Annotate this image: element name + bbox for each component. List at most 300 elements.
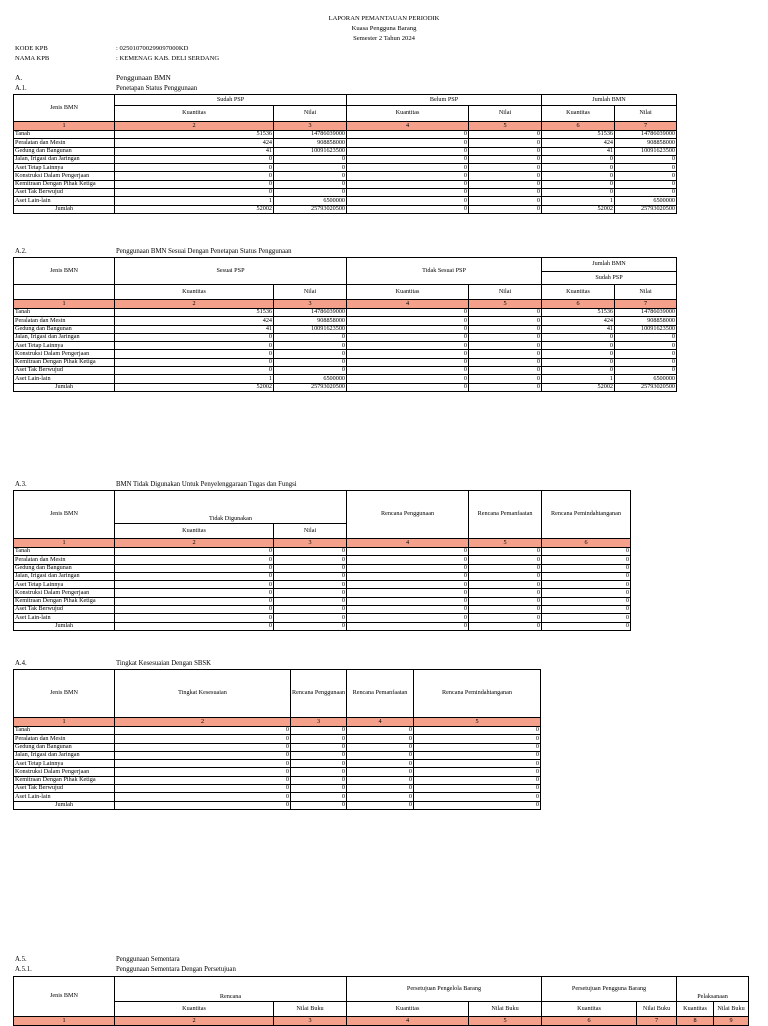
value-cell: 0 [274,333,347,341]
value-cell: 0 [347,350,469,358]
value-cell: 0 [274,589,347,597]
value-cell: 52002 [542,205,615,213]
value-cell: 0 [274,155,347,163]
value-cell: 0 [274,350,347,358]
table-row [14,735,541,743]
value-cell: 0 [291,776,347,784]
value-cell: 0 [542,614,631,622]
value-cell: 10091623500 [274,325,347,333]
col-header-rencana-penggunaan: Rencana Penggunaan [291,670,347,718]
table-row [14,564,631,572]
jenis-bmn-cell: Aset Tak Berwujud [14,606,115,614]
value-cell: 0 [347,564,469,572]
value-cell: 424 [542,317,615,325]
value-cell: 0 [469,614,542,622]
value-cell: 14786039000 [615,309,677,317]
column-number: 3 [291,718,347,727]
column-number-row [14,122,677,131]
table-row [14,614,631,622]
col-header-nilai-buku: Nilai Buku [274,1001,347,1016]
value-cell: 0 [347,597,469,605]
nama-kpb-label: NAMA KPB [15,55,50,62]
value-cell: 0 [542,589,631,597]
table-row [14,131,677,139]
col-header-group: Persetujuan Pengguna Barang [542,977,677,1002]
total-label: Jumlah [14,383,115,391]
jenis-bmn-cell: Aset Lain-lain [14,793,115,801]
a5-title: Penggunaan Sementara [116,956,180,963]
col-header-subgroup: Sudah PSP [542,271,677,285]
col-header-jenis: Jenis BMN [14,670,115,718]
value-cell: 0 [115,743,291,751]
value-cell: 0 [274,556,347,564]
value-cell: 0 [469,333,542,341]
table-row [14,581,631,589]
jenis-bmn-cell: Jalan, Irigasi dan Jaringan [14,155,115,163]
col-header-nilai: Nilai [274,106,347,122]
col-header-rencana-pemanfaatan: Rencana Pemanfaatan [347,670,414,718]
column-number: 7 [615,300,677,309]
value-cell: 424 [542,139,615,147]
total-row [14,622,631,630]
column-number-row [14,300,677,309]
value-cell: 0 [542,342,615,350]
value-cell: 52002 [542,383,615,391]
value-cell: 25793020500 [274,383,347,391]
value-cell: 41 [542,147,615,155]
value-cell: 25793020500 [615,383,677,391]
value-cell: 0 [115,164,274,172]
table-row [14,325,677,333]
value-cell: 0 [414,735,541,743]
jenis-bmn-cell: Gedung dan Bangunan [14,147,115,155]
value-cell: 908858000 [615,139,677,147]
value-cell: 0 [615,333,677,341]
value-cell: 6500000 [274,197,347,205]
column-number: 2 [115,1017,274,1026]
kode-kpb-value: : 025010700299097000KD [116,45,189,52]
value-cell: 10091623500 [274,147,347,155]
value-cell: 0 [469,556,542,564]
value-cell: 0 [347,793,414,801]
value-cell: 0 [347,589,469,597]
value-cell: 0 [469,383,542,391]
jenis-bmn-cell: Tanah [14,548,115,556]
value-cell: 0 [115,342,274,350]
value-cell: 0 [469,597,542,605]
a3-table [13,490,631,631]
col-header-blank [14,285,115,300]
column-number: 4 [347,539,469,548]
column-number: 8 [677,1017,714,1026]
table-row [14,333,677,341]
jenis-bmn-cell: Aset Tak Berwujud [14,785,115,793]
value-cell: 10091623500 [615,325,677,333]
value-cell: 41 [115,325,274,333]
jenis-bmn-cell: Gedung dan Bangunan [14,564,115,572]
total-row [14,205,677,213]
col-header-group: Sesuai PSP [115,258,347,285]
column-number: 2 [115,122,274,131]
column-number: 4 [347,122,469,131]
value-cell: 0 [347,342,469,350]
value-cell: 0 [291,751,347,759]
table-row [14,785,541,793]
value-cell: 0 [414,743,541,751]
table-row [14,342,677,350]
value-cell: 0 [347,358,469,366]
table-row [14,597,631,605]
value-cell: 0 [291,727,347,735]
value-cell: 0 [115,572,274,580]
value-cell: 0 [469,155,542,163]
value-cell: 0 [347,801,414,809]
report-period: Semester 2 Tahun 2024 [353,35,415,42]
column-number: 4 [347,300,469,309]
value-cell: 424 [115,139,274,147]
value-cell: 0 [347,622,469,630]
value-cell: 0 [115,189,274,197]
jenis-bmn-cell: Aset Tetap Lainnya [14,581,115,589]
value-cell: 0 [115,735,291,743]
col-header-rencana-pemanfaatan: Rencana Pemanfaatan [469,491,542,539]
value-cell: 0 [615,180,677,188]
col-header-nilai-buku: Nilai Buku [637,1001,677,1016]
column-number: 1 [14,718,115,727]
value-cell: 0 [291,801,347,809]
value-cell: 0 [469,358,542,366]
value-cell: 14786039000 [274,131,347,139]
value-cell: 0 [542,155,615,163]
value-cell: 0 [347,776,414,784]
value-cell: 0 [115,556,274,564]
col-header-kuantitas: Kuantitas [677,1001,714,1016]
value-cell: 0 [469,139,542,147]
col-header-group: Tidak Digunakan [115,491,347,524]
value-cell: 0 [469,342,542,350]
value-cell: 1 [115,375,274,383]
value-cell: 0 [469,172,542,180]
value-cell: 0 [542,622,631,630]
column-number: 7 [637,1017,677,1026]
value-cell: 0 [115,727,291,735]
report-title: LAPORAN PEMANTAUAN PERIODIK [328,15,440,22]
value-cell: 0 [615,342,677,350]
col-header-nilai: Nilai [469,106,542,122]
value-cell: 0 [347,743,414,751]
column-number: 1 [14,300,115,309]
value-cell: 0 [347,155,469,163]
column-number: 2 [115,539,274,548]
a4-table [13,669,541,810]
column-number: 2 [115,300,274,309]
value-cell: 0 [291,785,347,793]
value-cell: 0 [115,548,274,556]
value-cell: 0 [469,325,542,333]
col-header-jenis: Jenis BMN [14,258,115,285]
jenis-bmn-cell: Konstruksi Dalam Pengerjaan [14,768,115,776]
value-cell: 51536 [115,131,274,139]
value-cell: 0 [542,358,615,366]
column-number: 1 [14,122,115,131]
column-number: 4 [347,1017,469,1026]
value-cell: 0 [115,768,291,776]
jenis-bmn-cell: Aset Tak Berwujud [14,367,115,375]
jenis-bmn-cell: Aset Lain-lain [14,375,115,383]
value-cell: 0 [347,317,469,325]
value-cell: 0 [615,350,677,358]
value-cell: 6500000 [274,375,347,383]
value-cell: 0 [347,548,469,556]
col-header-group: Rencana [115,977,347,1002]
a1-table [13,94,677,214]
value-cell: 0 [542,350,615,358]
value-cell: 1 [542,197,615,205]
table-row [14,727,541,735]
value-cell: 0 [347,581,469,589]
a1-code: A.1. [15,85,27,92]
nama-kpb-value: : KEMENAG KAB. DELI SERDANG [116,55,220,62]
value-cell: 0 [115,367,274,375]
column-number-row [14,718,541,727]
column-number: 3 [274,300,347,309]
a5-table [13,976,749,1026]
value-cell: 6500000 [615,197,677,205]
value-cell: 0 [274,189,347,197]
value-cell: 0 [291,768,347,776]
section-a-code: A. [15,73,23,82]
col-header-kuantitas: Kuantitas [347,106,469,122]
column-number: 5 [469,539,542,548]
column-number: 1 [14,1017,115,1026]
table-row [14,197,677,205]
col-header-group: Jumlah BMN [542,95,677,106]
value-cell: 0 [347,147,469,155]
report-subtitle: Kuasa Pengguna Barang [351,25,417,32]
value-cell: 0 [469,147,542,155]
value-cell: 0 [414,751,541,759]
table-row [14,164,677,172]
a51-title: Penggunaan Sementara Dengan Persetujuan [116,966,236,973]
value-cell: 0 [274,172,347,180]
value-cell: 0 [115,350,274,358]
jenis-bmn-cell: Gedung dan Bangunan [14,325,115,333]
value-cell: 0 [115,155,274,163]
value-cell: 0 [347,383,469,391]
value-cell: 0 [347,180,469,188]
jenis-bmn-cell: Peralatan dan Mesin [14,139,115,147]
value-cell: 0 [347,197,469,205]
value-cell: 25793020500 [615,205,677,213]
value-cell: 0 [347,325,469,333]
jenis-bmn-cell: Tanah [14,131,115,139]
value-cell: 0 [414,776,541,784]
table-row [14,751,541,759]
value-cell: 0 [347,727,414,735]
col-header-kuantitas: Kuantitas [115,523,274,538]
col-header-rencana-pemindahtanganan: Rencana Pemindahtanganan [414,670,541,718]
value-cell: 0 [291,760,347,768]
value-cell: 0 [347,785,414,793]
jenis-bmn-cell: Gedung dan Bangunan [14,743,115,751]
value-cell: 0 [347,606,469,614]
table-row [14,155,677,163]
value-cell: 0 [115,564,274,572]
value-cell: 0 [274,622,347,630]
value-cell: 0 [347,751,414,759]
column-number: 6 [542,1017,637,1026]
col-header-rencana-pemindahtanganan: Rencana Pemindahtanganan [542,491,631,539]
col-header-group: Belum PSP [347,95,542,106]
value-cell: 0 [542,367,615,375]
a3-code: A.3. [15,481,27,488]
value-cell: 0 [414,727,541,735]
value-cell: 0 [274,367,347,375]
section-a-title: Penggunaan BMN [116,73,171,82]
value-cell: 0 [115,614,274,622]
value-cell: 0 [115,581,274,589]
table-row [14,367,677,375]
value-cell: 0 [274,564,347,572]
value-cell: 0 [469,622,542,630]
value-cell: 908858000 [274,317,347,325]
value-cell: 0 [542,581,631,589]
column-number: 3 [274,539,347,548]
value-cell: 0 [347,760,414,768]
value-cell: 0 [347,131,469,139]
value-cell: 0 [347,309,469,317]
a51-code: A.5.1. [15,966,32,973]
column-number: 4 [347,718,414,727]
jenis-bmn-cell: Kemitraan Dengan Pihak Ketiga [14,180,115,188]
value-cell: 0 [542,548,631,556]
a2-code: A.2. [15,248,27,255]
value-cell: 0 [115,793,291,801]
value-cell: 0 [115,785,291,793]
table-row [14,572,631,580]
jenis-bmn-cell: Peralatan dan Mesin [14,317,115,325]
col-header-kuantitas: Kuantitas [347,285,469,300]
value-cell: 0 [274,606,347,614]
value-cell: 0 [347,768,414,776]
value-cell: 0 [347,556,469,564]
col-header-kuantitas: Kuantitas [347,1001,469,1016]
column-number: 9 [714,1017,749,1026]
column-number: 1 [14,539,115,548]
a2-title: Penggunaan BMN Sesuai Dengan Penetapan Status Penggunaan [116,248,292,255]
table-row [14,743,541,751]
col-header-group: Pelaksanaan [677,977,749,1002]
col-header-kuantitas: Kuantitas [542,1001,637,1016]
jenis-bmn-cell: Aset Tetap Lainnya [14,342,115,350]
value-cell: 41 [542,325,615,333]
col-header-tingkat-kesesuaian: Tingkat Kesesuaian [115,670,291,718]
total-label: Jumlah [14,205,115,213]
value-cell: 0 [542,172,615,180]
column-number: 5 [469,1017,542,1026]
jenis-bmn-cell: Aset Lain-lain [14,197,115,205]
jenis-bmn-cell: Tanah [14,727,115,735]
jenis-bmn-cell: Kemitraan Dengan Pihak Ketiga [14,776,115,784]
value-cell: 0 [347,333,469,341]
jenis-bmn-cell: Konstruksi Dalam Pengerjaan [14,350,115,358]
jenis-bmn-cell: Aset Tetap Lainnya [14,164,115,172]
table-row [14,760,541,768]
value-cell: 0 [347,367,469,375]
value-cell: 0 [274,614,347,622]
table-row [14,375,677,383]
value-cell: 0 [274,548,347,556]
value-cell: 0 [469,581,542,589]
value-cell: 0 [414,768,541,776]
value-cell: 0 [115,589,274,597]
value-cell: 0 [347,375,469,383]
col-header-nilai: Nilai [274,285,347,300]
value-cell: 52002 [115,383,274,391]
value-cell: 41 [115,147,274,155]
value-cell: 0 [274,597,347,605]
col-header-group: Sudah PSP [115,95,347,106]
col-header-jenis: Jenis BMN [14,491,115,539]
table-row [14,606,631,614]
value-cell: 0 [414,793,541,801]
table-row [14,350,677,358]
col-header-group: Tidak Sesuai PSP [347,258,542,285]
value-cell: 0 [115,622,274,630]
a4-code: A.4. [15,660,27,667]
value-cell: 0 [115,180,274,188]
value-cell: 0 [115,606,274,614]
kode-kpb-label: KODE KPB [15,45,48,52]
value-cell: 0 [347,172,469,180]
jenis-bmn-cell: Konstruksi Dalam Pengerjaan [14,589,115,597]
value-cell: 0 [414,785,541,793]
table-row [14,768,541,776]
value-cell: 0 [615,155,677,163]
value-cell: 0 [469,606,542,614]
table-row [14,309,677,317]
value-cell: 908858000 [274,139,347,147]
column-number: 6 [542,539,631,548]
jenis-bmn-cell: Peralatan dan Mesin [14,556,115,564]
col-header-jenis: Jenis BMN [14,977,115,1017]
value-cell: 10091623500 [615,147,677,155]
value-cell: 0 [615,367,677,375]
value-cell: 0 [347,735,414,743]
value-cell: 0 [414,760,541,768]
col-header-kuantitas: Kuantitas [115,1001,274,1016]
table-row [14,556,631,564]
table-row [14,358,677,366]
a3-title: BMN Tidak Digunakan Untuk Penyelenggaraan Tugas dan Fungsi [116,481,297,488]
value-cell: 0 [274,572,347,580]
a5-code: A.5. [15,956,27,963]
col-header-group: Persetujuan Pengelola Barang [347,977,542,1002]
total-label: Jumlah [14,622,115,630]
column-number: 3 [274,1017,347,1026]
value-cell: 0 [542,572,631,580]
value-cell: 1 [115,197,274,205]
table-row [14,147,677,155]
col-header-nilai-buku: Nilai Buku [714,1001,749,1016]
table-row [14,139,677,147]
column-number-row [14,539,631,548]
value-cell: 0 [347,189,469,197]
value-cell: 0 [347,164,469,172]
value-cell: 0 [542,597,631,605]
col-header-nilai: Nilai [469,285,542,300]
col-header-nilai: Nilai [615,106,677,122]
